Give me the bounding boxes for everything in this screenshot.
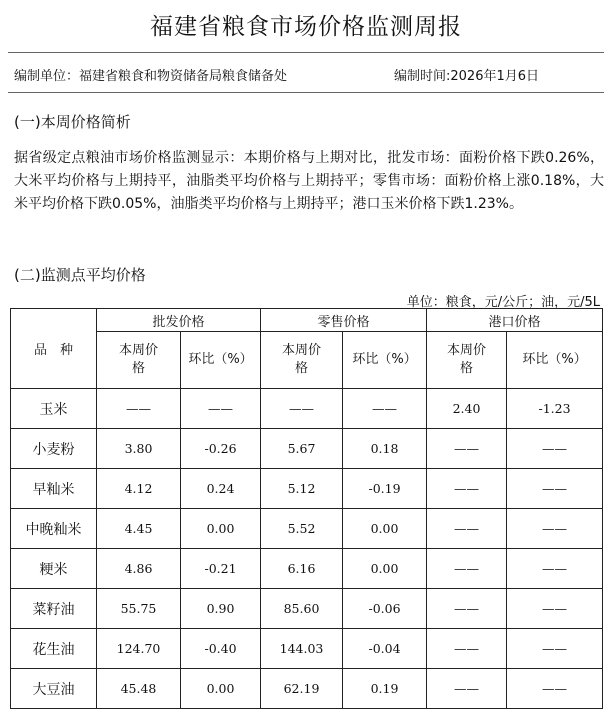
price-cell: 0.00 — [181, 669, 261, 709]
price-cell: -0.40 — [181, 629, 261, 669]
price-cell: 0.00 — [181, 509, 261, 549]
price-cell: -0.21 — [181, 549, 261, 589]
price-cell: —— — [507, 509, 603, 549]
price-cell: —— — [427, 429, 507, 469]
price-cell: 4.45 — [97, 509, 181, 549]
variety-header: 品 种 — [11, 309, 97, 389]
table-row — [11, 589, 603, 629]
price-cell: —— — [343, 389, 427, 429]
price-cell: -0.06 — [343, 589, 427, 629]
price-cell: 144.03 — [261, 629, 343, 669]
price-cell: 62.19 — [261, 669, 343, 709]
retail-current-header: 本周价格 — [261, 332, 343, 389]
variety-name: 花生油 — [11, 629, 97, 669]
top-divider — [8, 52, 604, 53]
variety-name: 小麦粉 — [11, 429, 97, 469]
price-cell: —— — [427, 589, 507, 629]
table-row — [11, 429, 603, 469]
price-cell: 5.12 — [261, 469, 343, 509]
price-analysis-text: 据省级定点粮油市场价格监测显示：本期价格与上期对比，批发市场：面粉价格下跌0.26%，大米平均价格与上期持平，油脂类平均价格与上期持平；零售市场：面粉价格上涨0.18%，大米平均价格下跌0.05%，油脂类平均价格与上期持平；港口玉米价格下跌1.23%。 — [14, 150, 604, 212]
table-row — [11, 549, 603, 589]
retail-header: 零售价格 — [261, 309, 427, 332]
port-change-header: 环比（%） — [507, 332, 603, 389]
variety-name: 玉米 — [11, 389, 97, 429]
table-row — [11, 469, 603, 509]
price-cell: -0.04 — [343, 629, 427, 669]
price-cell: -0.26 — [181, 429, 261, 469]
price-cell: —— — [427, 549, 507, 589]
table-row — [11, 509, 603, 549]
price-cell: —— — [427, 469, 507, 509]
price-cell: 5.52 — [261, 509, 343, 549]
price-cell: 0.90 — [181, 589, 261, 629]
price-cell: —— — [261, 389, 343, 429]
variety-name: 大豆油 — [11, 669, 97, 709]
price-cell: 124.70 — [97, 629, 181, 669]
compile-date: 编制时间:2026年1月6日 — [394, 69, 540, 84]
price-cell: 45.48 — [97, 669, 181, 709]
price-cell: 0.24 — [181, 469, 261, 509]
price-cell: —— — [507, 629, 603, 669]
price-cell: —— — [181, 389, 261, 429]
price-cell: —— — [427, 509, 507, 549]
variety-name: 中晚籼米 — [11, 509, 97, 549]
price-cell: 0.00 — [343, 549, 427, 589]
price-cell: 55.75 — [97, 589, 181, 629]
variety-name: 早籼米 — [11, 469, 97, 509]
price-cell: —— — [97, 389, 181, 429]
price-cell: —— — [427, 629, 507, 669]
retail-change-header: 环比（%） — [343, 332, 427, 389]
price-cell: -0.19 — [343, 469, 427, 509]
price-cell: —— — [507, 589, 603, 629]
price-cell: —— — [507, 469, 603, 509]
price-cell: —— — [507, 429, 603, 469]
wholesale-change-header: 环比（%） — [181, 332, 261, 389]
price-cell: 0.19 — [343, 669, 427, 709]
table-row — [11, 389, 603, 429]
price-cell: 6.16 — [261, 549, 343, 589]
wholesale-current-header: 本周价格 — [97, 332, 181, 389]
report-title: 福建省粮食市场价格监测周报 — [150, 14, 462, 40]
price-cell: -1.23 — [507, 389, 603, 429]
variety-name: 粳米 — [11, 549, 97, 589]
price-cell: —— — [507, 669, 603, 709]
price-cell: 85.60 — [261, 589, 343, 629]
port-current-header: 本周价格 — [427, 332, 507, 389]
unit-note: 单位：粮食，元/公斤；油，元/5L — [406, 295, 600, 310]
price-cell: —— — [507, 549, 603, 589]
variety-name: 菜籽油 — [11, 589, 97, 629]
price-cell: 5.67 — [261, 429, 343, 469]
compiler-unit: 编制单位：福建省粮食和物资储备局粮食储备处 — [14, 69, 288, 84]
section1-heading: (一)本周价格简析 — [14, 113, 131, 131]
price-cell: 3.80 — [97, 429, 181, 469]
section2-heading: (二)监测点平均价格 — [14, 266, 146, 284]
table-row — [11, 669, 603, 709]
wholesale-header: 批发价格 — [97, 309, 261, 332]
table-row — [11, 629, 603, 669]
price-cell: 4.86 — [97, 549, 181, 589]
price-cell: 4.12 — [97, 469, 181, 509]
price-table — [10, 308, 603, 709]
port-header: 港口价格 — [427, 309, 603, 332]
price-cell: —— — [427, 669, 507, 709]
price-cell: 0.00 — [343, 509, 427, 549]
table-header-row — [11, 309, 603, 332]
meta-divider — [8, 92, 604, 93]
table-subheader-row — [11, 332, 603, 389]
price-cell: 2.40 — [427, 389, 507, 429]
price-cell: 0.18 — [343, 429, 427, 469]
